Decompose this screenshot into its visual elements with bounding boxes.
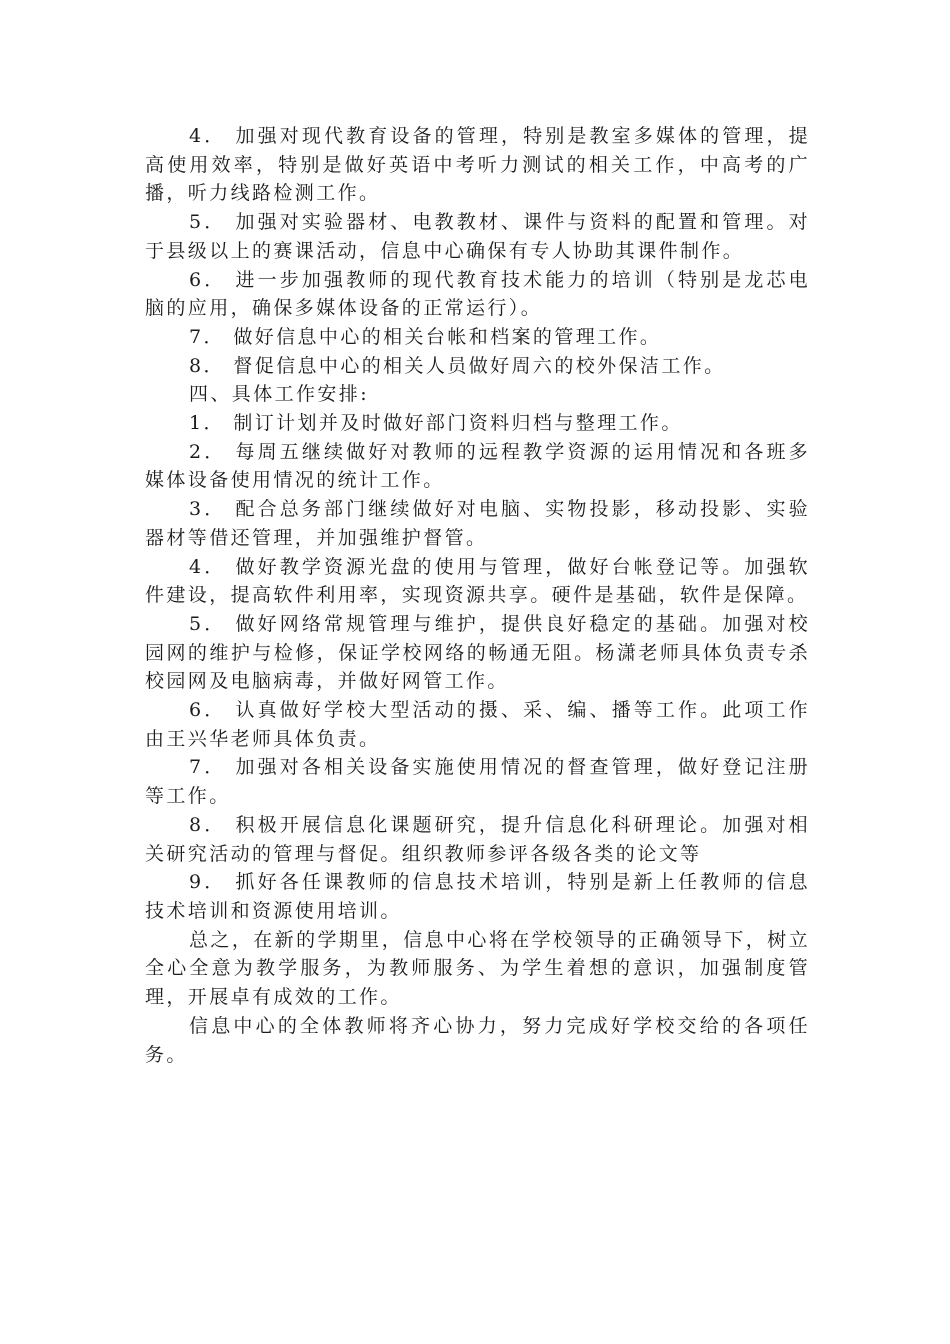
paragraph-task-8: 8． 积极开展信息化课题研究，提升信息化科研理论。加强对相关研究活动的管理与督促。组织教师参评各级各类的论文等 bbox=[145, 813, 810, 865]
paragraph-closing: 信息中心的全体教师将齐心协力，努力完成好学校交给的各项任务。 bbox=[145, 1014, 810, 1066]
paragraph-item-5-materials: 5． 加强对实验器材、电教教材、课件与资料的配置和管理。对于县级以上的赛课活动，信息中心确保有专人协助其课件制作。 bbox=[145, 211, 810, 262]
paragraph-task-7: 7． 加强对各相关设备实施使用情况的督查管理，做好登记注册等工作。 bbox=[145, 756, 810, 808]
paragraph-task-2: 2． 每周五继续做好对教师的远程教学资源的运用情况和各班多媒体设备使用情况的统计工作。 bbox=[145, 440, 810, 492]
paragraph-item-8-cleaning: 8． 督促信息中心的相关人员做好周六的校外保洁工作。 bbox=[189, 354, 726, 377]
paragraph-item-7-records: 7． 做好信息中心的相关台帐和档案的管理工作。 bbox=[189, 325, 662, 348]
document-body bbox=[145, 122, 810, 1069]
paragraph-task-1: 1． 制订计划并及时做好部门资料归档与整理工作。 bbox=[189, 412, 683, 435]
paragraph-item-4-equipment: 4． 加强对现代教育设备的管理，特别是教室多媒体的管理，提高使用效率，特别是做好英语中考听力测试的相关工作，中高考的广播，听力线路检测工作。 bbox=[145, 125, 810, 205]
paragraph-task-5: 5． 做好网络常规管理与维护，提供良好稳定的基础。加强对校园网的维护与检修，保证学校网络的畅通无阻。杨潇老师具体负责专杀校园网及电脑病毒，并做好网管工作。 bbox=[145, 612, 810, 693]
paragraph-task-6: 6． 认真做好学校大型活动的摄、采、编、播等工作。此项工作由王兴华老师具体负责。 bbox=[145, 699, 810, 750]
paragraph-task-3: 3． 配合总务部门继续做好对电脑、实物投影，移动投影、实验器材等借还管理，并加强维护督管。 bbox=[145, 498, 810, 549]
paragraph-summary: 总之，在新的学期里，信息中心将在学校领导的正确领导下，树立全心全意为教学服务，为教师服务、为学生着想的意识，加强制度管理，开展卓有成效的工作。 bbox=[145, 928, 810, 1009]
paragraph-item-6-training: 6． 进一步加强教师的现代教育技术能力的培训（特别是龙芯电脑的应用，确保多媒体设备的正常运行）。 bbox=[145, 268, 810, 320]
paragraph-task-4: 4． 做好教学资源光盘的使用与管理，做好台帐登记等。加强软件建设，提高软件利用率，实现资源共享。硬件是基础，软件是保障。 bbox=[145, 555, 810, 607]
paragraph-task-9: 9． 抓好各任课教师的信息技术培训，特别是新上任教师的信息技术培训和资源使用培训。 bbox=[145, 871, 810, 922]
section-heading-arrangements: 四、具体工作安排: bbox=[189, 383, 370, 406]
